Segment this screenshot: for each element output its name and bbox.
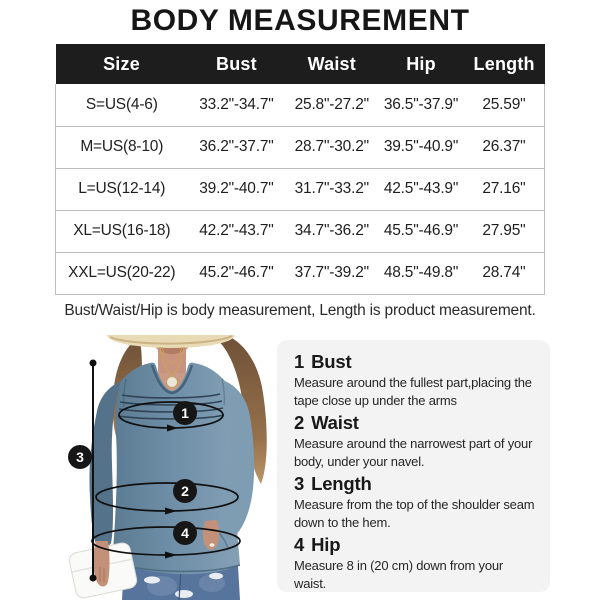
- guide-description: Measure around the narrowest part of your body, under your navel.: [294, 436, 533, 469]
- blouse-body: [112, 363, 240, 575]
- column-header-bust: Bust: [188, 44, 286, 84]
- cell-length: 28.74": [464, 252, 545, 294]
- cell-length: 27.16": [464, 168, 545, 210]
- cell-size: L=US(12-14): [56, 168, 188, 210]
- cell-length: 25.59": [464, 84, 545, 126]
- cell-size: M=US(8-10): [56, 126, 188, 168]
- guide-title: Waist: [311, 412, 359, 433]
- cell-size: S=US(4-6): [56, 84, 188, 126]
- guide-title: Bust: [311, 351, 352, 372]
- length-line-dot-top: [90, 360, 97, 367]
- guide-number: 2: [294, 412, 305, 433]
- measurement-guide-panel: [277, 340, 550, 592]
- page-title: BODY MEASUREMENT: [130, 4, 470, 37]
- guide-description: Measure around the fullest part,placing the tape close up under the arms: [294, 375, 532, 408]
- cell-bust: 45.2"-46.7": [188, 252, 286, 294]
- measurement-note: Bust/Waist/Hip is body measurement, Length is product measurement.: [64, 302, 536, 319]
- guide-heading: [294, 352, 538, 372]
- guide-item-waist: [294, 413, 538, 470]
- cell-bust: 42.2"-43.7": [188, 210, 286, 252]
- table-row: [56, 210, 545, 252]
- pendant-icon: [167, 377, 178, 388]
- guide-description: Measure 8 in (20 cm) down from your waist.: [294, 558, 504, 591]
- table-row: [56, 126, 545, 168]
- cell-hip: 36.5"-37.9": [378, 84, 464, 126]
- cell-waist: 31.7"-33.2": [285, 168, 378, 210]
- column-header-length: Length: [464, 44, 545, 84]
- cell-bust: 36.2"-37.7": [188, 126, 286, 168]
- guide-title: Hip: [311, 534, 341, 555]
- jeans-rip: [209, 573, 223, 579]
- size-chart-table: [55, 44, 545, 295]
- guide-number: 3: [294, 473, 305, 494]
- guide-heading: [294, 474, 538, 494]
- marker-label-1: 1: [181, 405, 189, 421]
- table-row: [56, 84, 545, 126]
- guide-title: Length: [311, 473, 372, 494]
- cell-bust: 39.2"-40.7": [188, 168, 286, 210]
- fingernail: [210, 543, 215, 547]
- guide-number: 4: [294, 534, 305, 555]
- column-header-size: Size: [56, 44, 188, 84]
- cell-length: 26.37": [464, 126, 545, 168]
- guide-item-bust: [294, 352, 538, 409]
- marker-label-2: 2: [181, 483, 189, 499]
- table-row: [56, 252, 545, 294]
- cell-waist: 34.7"-36.2": [285, 210, 378, 252]
- cell-hip: 45.5"-46.9": [378, 210, 464, 252]
- cell-hip: 48.5"-49.8": [378, 252, 464, 294]
- cell-waist: 37.7"-39.2": [285, 252, 378, 294]
- cell-waist: 28.7"-30.2": [285, 126, 378, 168]
- guide-heading: [294, 413, 538, 433]
- guide-item-hip: [294, 535, 538, 592]
- cell-size: XXL=US(20-22): [56, 252, 188, 294]
- measurement-guide-section: [0, 335, 600, 600]
- cell-hip: 42.5"-43.9": [378, 168, 464, 210]
- cell-length: 27.95": [464, 210, 545, 252]
- column-header-hip: Hip: [378, 44, 464, 84]
- cell-size: XL=US(16-18): [56, 210, 188, 252]
- guide-item-length: [294, 474, 538, 531]
- table-row: [56, 168, 545, 210]
- cell-hip: 39.5"-40.9": [378, 126, 464, 168]
- guide-number: 1: [294, 351, 305, 372]
- cell-waist: 25.8"-27.2": [285, 84, 378, 126]
- table-header-row: [56, 44, 545, 84]
- marker-label-4: 4: [181, 525, 189, 541]
- marker-label-3: 3: [76, 449, 84, 465]
- column-header-waist: Waist: [285, 44, 378, 84]
- cell-bust: 33.2"-34.7": [188, 84, 286, 126]
- model-photo: [0, 335, 280, 600]
- guide-heading: [294, 535, 538, 555]
- jeans-rip: [175, 590, 193, 598]
- model-illustration: [0, 335, 280, 600]
- length-line-dot-bottom: [90, 575, 97, 582]
- jeans-rip: [144, 576, 160, 583]
- guide-description: Measure from the top of the shoulder seam down to the hem.: [294, 497, 535, 530]
